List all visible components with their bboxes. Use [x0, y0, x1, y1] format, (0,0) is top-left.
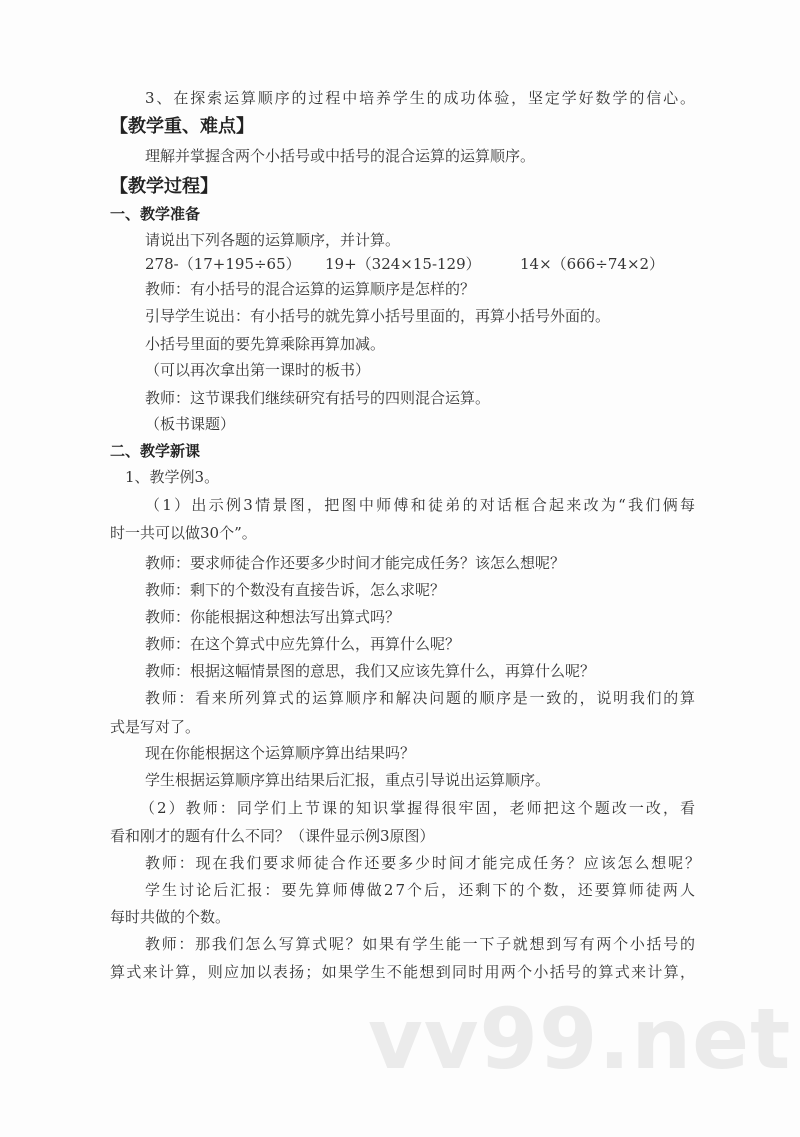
expression: 14×（666÷74×2）: [520, 255, 665, 273]
paragraph: 教师：现在我们要求师徒合作还要多少时间才能完成任务？应该怎么想呢？: [145, 854, 702, 872]
watermark: vv99.net: [368, 990, 792, 1088]
paragraph: 教师：剩下的个数没有直接告诉，怎么求呢？: [145, 581, 446, 599]
paragraph: 教师：看来所列算式的运算顺序和解决问题的顺序是一致的，说明我们的算: [145, 689, 697, 707]
section-heading: 二、教学新课: [110, 442, 201, 460]
paragraph: （1）出示例3情景图，把图中师傅和徒弟的对话框合起来改为“我们俩每: [145, 496, 698, 514]
paragraph: 引导学生说出：有小括号的就先算小括号里面的，再算小括号外面的。: [145, 307, 611, 325]
paragraph: 时一共可以做30个”。: [110, 524, 257, 542]
expression: 278-（17+195÷65）: [145, 255, 301, 273]
paragraph: 教师：那我们怎么写算式呢？如果有学生能一下子就想到写有两个小括号的: [145, 935, 697, 953]
section-heading: 一、教学准备: [110, 205, 201, 223]
paragraph: 每时共做的个数。: [110, 908, 231, 926]
paragraph: 1、教学例3。: [125, 468, 220, 486]
paragraph: 教师：你能根据这种想法写出算式吗？: [145, 608, 401, 626]
paragraph: 式是写对了。: [110, 718, 201, 736]
paragraph: 教师：在这个算式中应先算什么，再算什么呢？: [145, 635, 461, 653]
paragraph: 看和刚才的题有什么不同？（课件显示例3原图）: [110, 827, 435, 845]
heading-key-points: 【教学重、难点】: [110, 116, 254, 137]
paragraph: 教师：有小括号的混合运算的运算顺序是怎样的？: [145, 280, 476, 298]
paragraph: 现在你能根据这个运算顺序算出结果吗？: [145, 744, 416, 762]
paragraph: 教师：要求师徒合作还要多少时间才能完成任务？该怎么想呢？: [145, 554, 566, 572]
paragraph: 3、在探索运算顺序的过程中培养学生的成功体验，坚定学好数学的信心。: [145, 89, 697, 107]
heading-teaching-process: 【教学过程】: [110, 176, 218, 197]
paragraph: 小括号里面的要先算乘除再算加减。: [145, 335, 386, 353]
paragraph: （可以再次拿出第一课时的板书）: [145, 361, 371, 379]
paragraph: 学生根据运算顺序算出结果后汇报，重点引导说出运算顺序。: [145, 771, 551, 789]
paragraph: 请说出下列各题的运算顺序，并计算。: [145, 231, 401, 249]
paragraph: 算式来计算，则应加以表扬；如果学生不能想到同时用两个小括号的算式来计算，: [110, 963, 697, 981]
paragraph: 教师：这节课我们继续研究有括号的四则混合运算。: [145, 389, 491, 407]
paragraph: （2）教师：同学们上节课的知识掌握得很牢固，老师把这个题改一改，看: [140, 799, 698, 817]
paragraph: 理解并掌握含两个小括号或中括号的混合运算的运算顺序。: [145, 147, 536, 165]
paragraph: 学生讨论后汇报：要先算师傅做27个后，还剩下的个数，还要算师徒两人: [145, 881, 698, 899]
paragraph: 教师：根据这幅情景图的意思，我们又应该先算什么，再算什么呢？: [145, 662, 596, 680]
paragraph: （板书课题）: [145, 415, 236, 433]
expression: 19+（324×15-129）: [325, 255, 481, 273]
